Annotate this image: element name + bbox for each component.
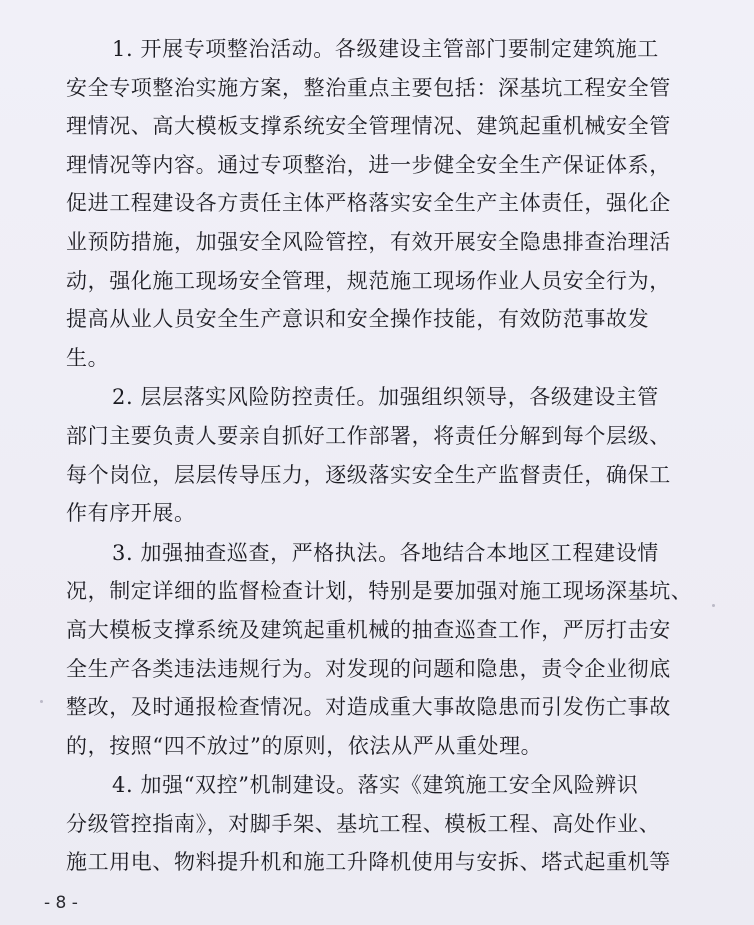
paragraph-line: 况，制定详细的监督检查计划，特别是要加强对施工现场深基坑、 bbox=[66, 579, 693, 604]
paragraph-line: 每个岗位，层层传导压力，逐级落实安全生产监督责任，确保工 bbox=[66, 462, 671, 487]
paragraph-line: 1. 开展专项整治活动。各级建设主管部门要制定建筑施工 bbox=[112, 37, 659, 61]
paragraph-3 bbox=[66, 534, 693, 766]
paragraph-line: 4. 加强“双控”机制建设。落实《建筑施工安全风险辨识 bbox=[112, 773, 639, 798]
paragraph-line: 生。 bbox=[66, 345, 110, 370]
paragraph-line: 促进工程建设各方责任主体严格落实安全生产主体责任，强化企 bbox=[66, 191, 671, 216]
paragraph-line: 理情况、高大模板支撑系统安全管理情况、建筑起重机械安全管 bbox=[66, 114, 671, 139]
paragraph-line: 2. 层层落实风险防控责任。加强组织领导，各级建设主管 bbox=[112, 385, 659, 410]
paragraph-4 bbox=[66, 766, 670, 882]
paragraph-line: 理情况等内容。通过专项整治，进一步健全安全生产保证体系， bbox=[66, 152, 671, 177]
paragraph-2 bbox=[66, 378, 670, 532]
paragraph-line: 动，强化施工现场安全管理，规范施工现场作业人员安全行为， bbox=[66, 268, 671, 293]
paragraph-line: 部门主要负责人要亲自抓好工作部署，将责任分解到每个层级、 bbox=[66, 423, 671, 448]
paragraph-line: 分级管控指南》，对脚手架、基坑工程、模板工程、高处作业、 bbox=[66, 811, 661, 836]
page-number: - 8 - bbox=[44, 893, 78, 913]
paragraph-line: 的，按照“四不放过”的原则，依法从严从重处理。 bbox=[66, 733, 543, 758]
paragraph-1 bbox=[66, 30, 670, 377]
scan-speck bbox=[40, 700, 43, 703]
document-body bbox=[66, 30, 693, 883]
paragraph-line: 3. 加强抽查巡查，严格执法。各地结合本地区工程建设情 bbox=[112, 540, 659, 565]
paragraph-line: 业预防措施，加强安全风险管控，有效开展安全隐患排查治理活 bbox=[66, 229, 671, 254]
paragraph-line: 安全专项整治实施方案，整治重点主要包括：深基坑工程安全管 bbox=[66, 75, 671, 100]
paragraph-line: 全生产各类违法违规行为。对发现的问题和隐患，责令企业彻底 bbox=[66, 656, 671, 681]
paragraph-line: 高大模板支撑系统及建筑起重机械的抽查巡查工作，严厉打击安 bbox=[66, 617, 671, 642]
scan-speck bbox=[712, 604, 715, 607]
paragraph-line: 提高从业人员安全生产意识和安全操作技能，有效防范事故发 bbox=[66, 307, 650, 332]
paragraph-line: 施工用电、物料提升机和施工升降机使用与安拆、塔式起重机等 bbox=[66, 850, 671, 875]
paragraph-line: 整改，及时通报检查情况。对造成重大事故隐患而引发伤亡事故 bbox=[66, 695, 671, 720]
paragraph-line: 作有序开展。 bbox=[66, 501, 196, 526]
